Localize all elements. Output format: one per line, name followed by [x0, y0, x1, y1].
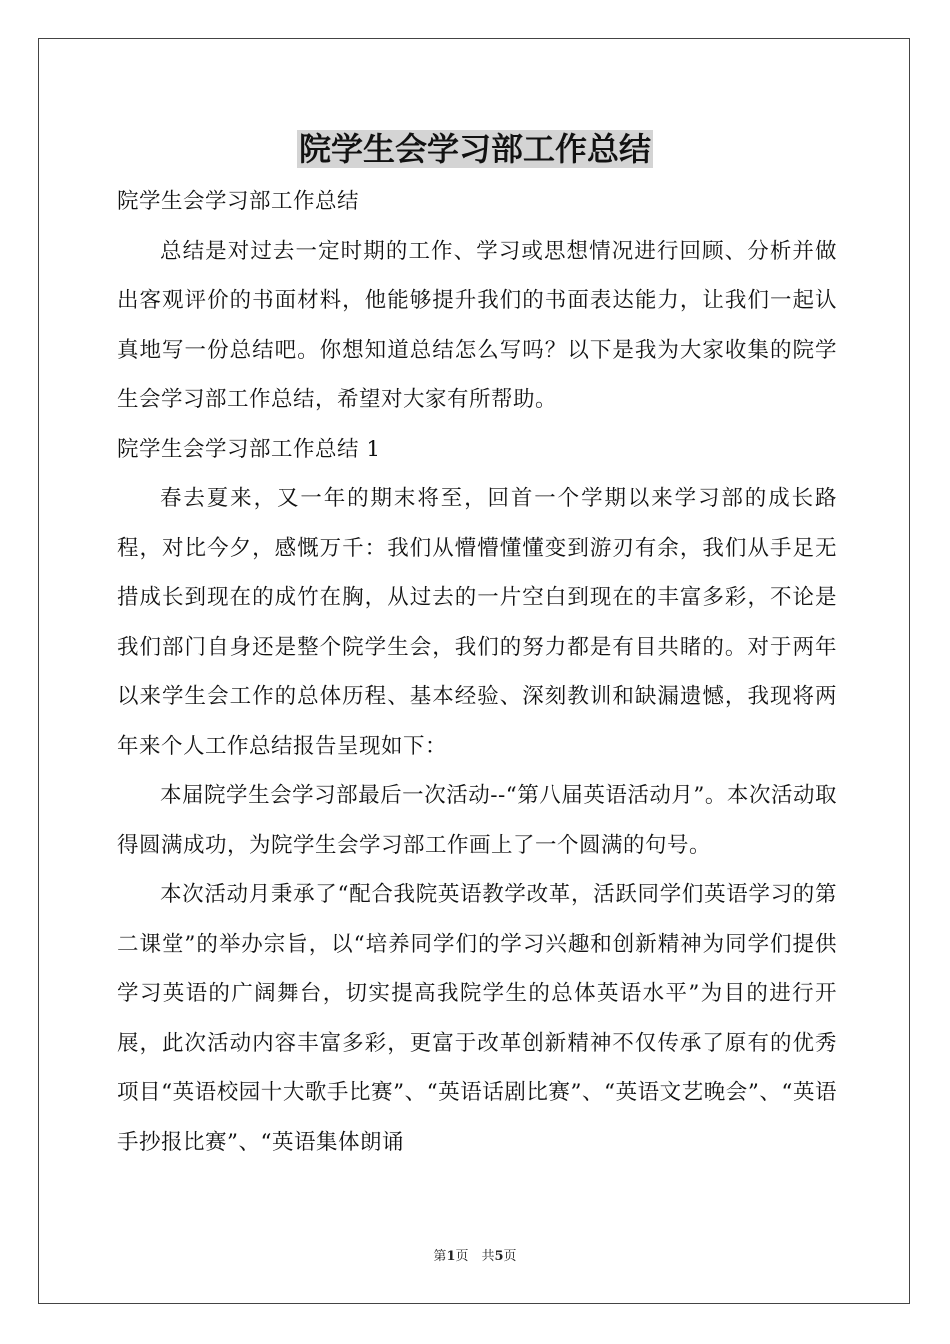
page-label-suffix: 页 — [503, 1249, 517, 1264]
document-title-text: 院学生会学习部工作总结 — [298, 130, 651, 168]
body-paragraph: 本届院学生会学习部最后一次活动--“第八届英语活动月”。本次活动取得圆满成功，为院学生会学习部工作画上了一个圆满的句号。 — [117, 783, 837, 858]
document-title — [0, 126, 950, 172]
current-page-number: 1 — [446, 1249, 456, 1264]
body-paragraph: 春去夏来，又一年的期末将至，回首一个学期以来学习部的成长路程，对比今夕，感慨万千：我们从懵懵懂懂变到游刃有余，我们从手足无措成长到现在的成竹在胸，从过去的一片空白到现在的丰富多彩，不论是我们部门自身还是整个院学生会，我们的努力都是有目共睹的。对于两年以来学生会工作的总体历程、基本经验、深刻教训和缺漏遗憾，我现将两年来个人工作总结报告呈现如下： — [117, 486, 837, 759]
body-paragraph: 本次活动月秉承了“配合我院英语教学改革，活跃同学们英语学习的第二课堂”的举办宗旨，以“培养同学们的学习兴趣和创新精神为同学们提供学习英语的广阔舞台，切实提高我院学生的总体英语水平”为目的进行开展，此次活动内容丰富多彩，更富于改革创新精神不仅传承了原有的优秀项目“英语校园十大歌手比赛”、“英语话剧比赛”、“英语文艺晚会”、“英语手抄报比赛”、“英语集体朗诵 — [117, 882, 837, 1155]
intro-paragraph: 总结是对过去一定时期的工作、学习或思想情况进行回顾、分析并做出客观评价的书面材料，他能够提升我们的书面表达能力，让我们一起认真地写一份总结吧。你想知道总结怎么写吗？以下是我为大家收集的院学生会学习部工作总结，希望对大家有所帮助。 — [117, 238, 837, 412]
section-heading: 院学生会学习部工作总结 1 — [117, 436, 381, 462]
subtitle-paragraph: 院学生会学习部工作总结 — [117, 189, 360, 214]
page-label-prefix: 第 — [433, 1249, 447, 1264]
total-page-number: 5 — [494, 1249, 504, 1264]
document-body — [117, 177, 837, 1167]
page-label-middle: 页 共 — [455, 1249, 495, 1264]
page-footer — [0, 1248, 950, 1266]
